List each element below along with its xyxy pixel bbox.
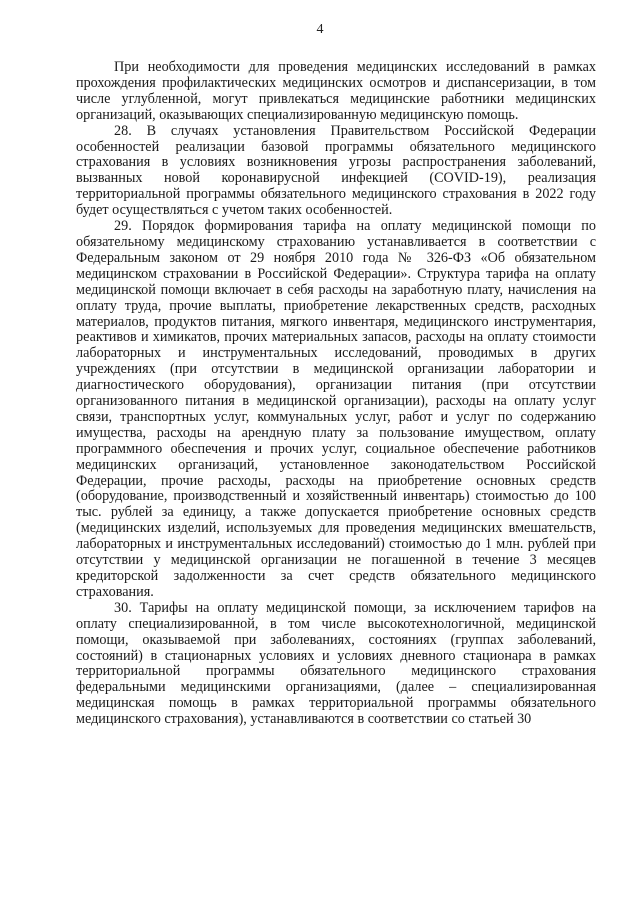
paragraph-medical-workers: При необходимости для проведения медицинских исследований в рамках прохождения профилактических медицинских осмотров и диспансеризации, в том числе углубленной, могут привлекаться медицинские работники медицинских организаций, оказывающих специализированную медицинскую помощь. xyxy=(76,59,596,123)
paragraph-29-tariff-structure: 29. Порядок формирования тарифа на оплату медицинской помощи по обязательному медицинскому страхованию устанавливается в соответствии с Федеральным законом от 29 ноября 2010 года № 326-ФЗ «Об обязательном медицинском страховании в Российской Федерации». Структура тарифа на оплату медицинской помощи включает в себя расходы на заработную плату, начисления на оплату труда, прочие выплаты, приобретение лекарственных средств, расходных материалов, продуктов питания, мягкого инвентаря, медицинского инструментария, реактивов и химикатов, прочих материальных запасов, расходы на оплату стоимости лабораторных и инструментальных исследований, проводимых в других учреждениях (при отсутствии в медицинской организации лаборатории и диагностического оборудования), организации питания (при отсутствии организованного питания в медицинской организации), расходы на оплату услуг связи, транспортных услуг, коммунальных услуг, работ и услуг по содержанию имущества, расходы на арендную плату за пользование имуществом, оплату программного обеспечения и прочих услуг, социальное обеспечение работников медицинских организаций, установленное законодательством Российской Федерации, прочие расходы, расходы на приобретение основных средств (оборудование, производственный и хозяйственный инвентарь) стоимостью до 100 тыс. рублей за единицу, а также допускается приобретение основных средств (медицинских изделий, используемых для проведения медицинских вмешательств, лабораторных и инструментальных исследований) стоимостью до 1 млн. рублей при отсутствии у медицинской организации не погашенной в течение 3 месяцев кредиторской задолженности за счет средств обязательного медицинского страхования. xyxy=(76,218,596,600)
paragraph-28-covid: 28. В случаях установления Правительством Российской Федерации особенностей реализации базовой программы обязательного медицинского страхования в условиях возникновения угрозы распространения заболеваний, вызванных новой коронавирусной инфекцией (COVID-19), реализация территориальной программы обязательного медицинского страхования в 2022 году будет осуществляться с учетом таких особенностей. xyxy=(76,122,596,219)
document-body xyxy=(76,60,596,728)
paragraph-30-tariffs: 30. Тарифы на оплату медицинской помощи, за исключением тарифов на оплату специализированной, в том числе высокотехнологичной, медицинской помощи, оказываемой при заболеваниях, состояниях (группах заболеваний, состояний) в стационарных условиях и условиях дневного стационара в рамках территориальной программы обязательного медицинского страхования федеральными медицинскими организациями, (далее – специализированная медицинская помощь в рамках территориальной программы обязательного медицинского страхования), устанавливаются в соответствии со статьей 30 xyxy=(76,599,596,728)
page-number: 4 xyxy=(316,22,324,37)
